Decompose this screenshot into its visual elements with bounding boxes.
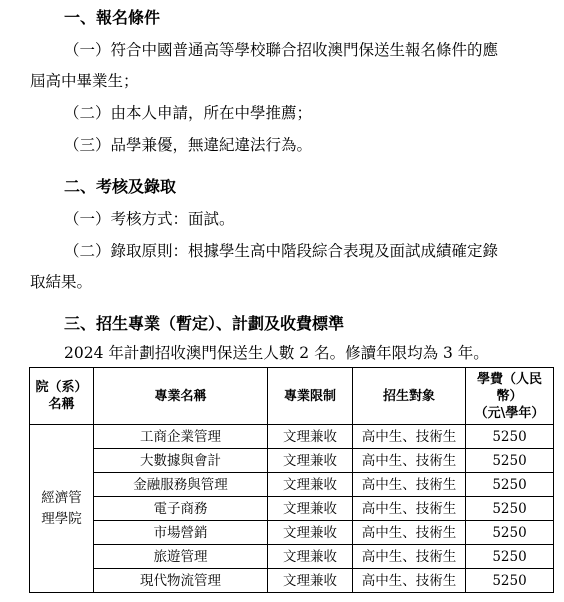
header-target: 招生對象 [353,368,466,425]
header-fee-line-2: 幣） [496,388,523,404]
registration-item-1-line-2: 屆高中畢業生； [30,72,139,90]
major-cell: 現代物流管理 [94,569,268,593]
table-row [30,449,554,473]
restriction-cell: 文理兼收 [268,545,353,569]
fee-cell: 5250 [466,545,554,569]
restriction-cell: 文理兼收 [268,497,353,521]
table-row [30,569,554,593]
major-cell: 金融服務與管理 [94,473,268,497]
restriction-cell: 文理兼收 [268,473,353,497]
target-cell: 高中生、技術生 [353,425,466,449]
fee-cell: 5250 [466,425,554,449]
section-heading-registration: 一、報名條件 [64,8,161,27]
fee-cell: 5250 [466,497,554,521]
target-cell: 高中生、技術生 [353,569,466,593]
header-college-line-1: 院（系） [35,380,88,395]
fee-cell: 5250 [466,569,554,593]
majors-table [29,367,554,593]
header-college [30,368,94,425]
fee-cell: 5250 [466,449,554,473]
registration-item-1-line-1: （一）符合中國普通高等學校聯合招收澳門保送生報名條件的應 [64,41,499,59]
header-fee [466,368,554,425]
table-row [30,473,554,497]
restriction-cell: 文理兼收 [268,521,353,545]
target-cell: 高中生、技術生 [353,521,466,545]
major-cell: 電子商務 [94,497,268,521]
header-college-line-2: 名稱 [48,397,75,412]
major-cell: 市場營銷 [94,521,268,545]
college-cell [30,425,94,593]
section-heading-assessment: 二、考核及錄取 [64,177,177,196]
major-cell: 大數據與會計 [94,449,268,473]
fee-cell: 5250 [466,521,554,545]
college-name-line-1: 經濟管 [41,489,82,506]
assessment-item-1: （一）考核方式：面試。 [64,210,235,228]
header-major: 專業名稱 [94,368,268,425]
table-row [30,425,554,449]
assessment-item-2-line-2: 取結果。 [30,273,93,291]
registration-item-2: （二）由本人申請，所在中學推薦； [64,104,313,122]
target-cell: 高中生、技術生 [353,473,466,497]
header-restriction: 專業限制 [268,368,353,425]
fee-cell: 5250 [466,473,554,497]
college-name-line-2: 理學院 [41,510,82,527]
registration-item-3: （三）品學兼優，無違紀違法行為。 [64,136,313,154]
table-row [30,521,554,545]
header-fee-line-3: （元\學年） [474,405,545,421]
major-cell: 旅遊管理 [94,545,268,569]
restriction-cell: 文理兼收 [268,425,353,449]
section-heading-majors: 三、招生專業（暫定）、計劃及收費標準 [64,314,345,333]
target-cell: 高中生、技術生 [353,545,466,569]
target-cell: 高中生、技術生 [353,449,466,473]
table-row [30,497,554,521]
table-row [30,545,554,569]
admission-quota-text: 2024 年計劃招收澳門保送生人數 2 名。修讀年限均為 3 年。 [64,344,489,362]
table-header-row [30,368,554,425]
restriction-cell: 文理兼收 [268,449,353,473]
restriction-cell: 文理兼收 [268,569,353,593]
major-cell: 工商企業管理 [94,425,268,449]
header-fee-line-1: 學費（人民 [476,371,542,387]
target-cell: 高中生、技術生 [353,497,466,521]
assessment-item-2-line-1: （二）錄取原則：根據學生高中階段綜合表現及面試成績確定錄 [64,242,499,260]
